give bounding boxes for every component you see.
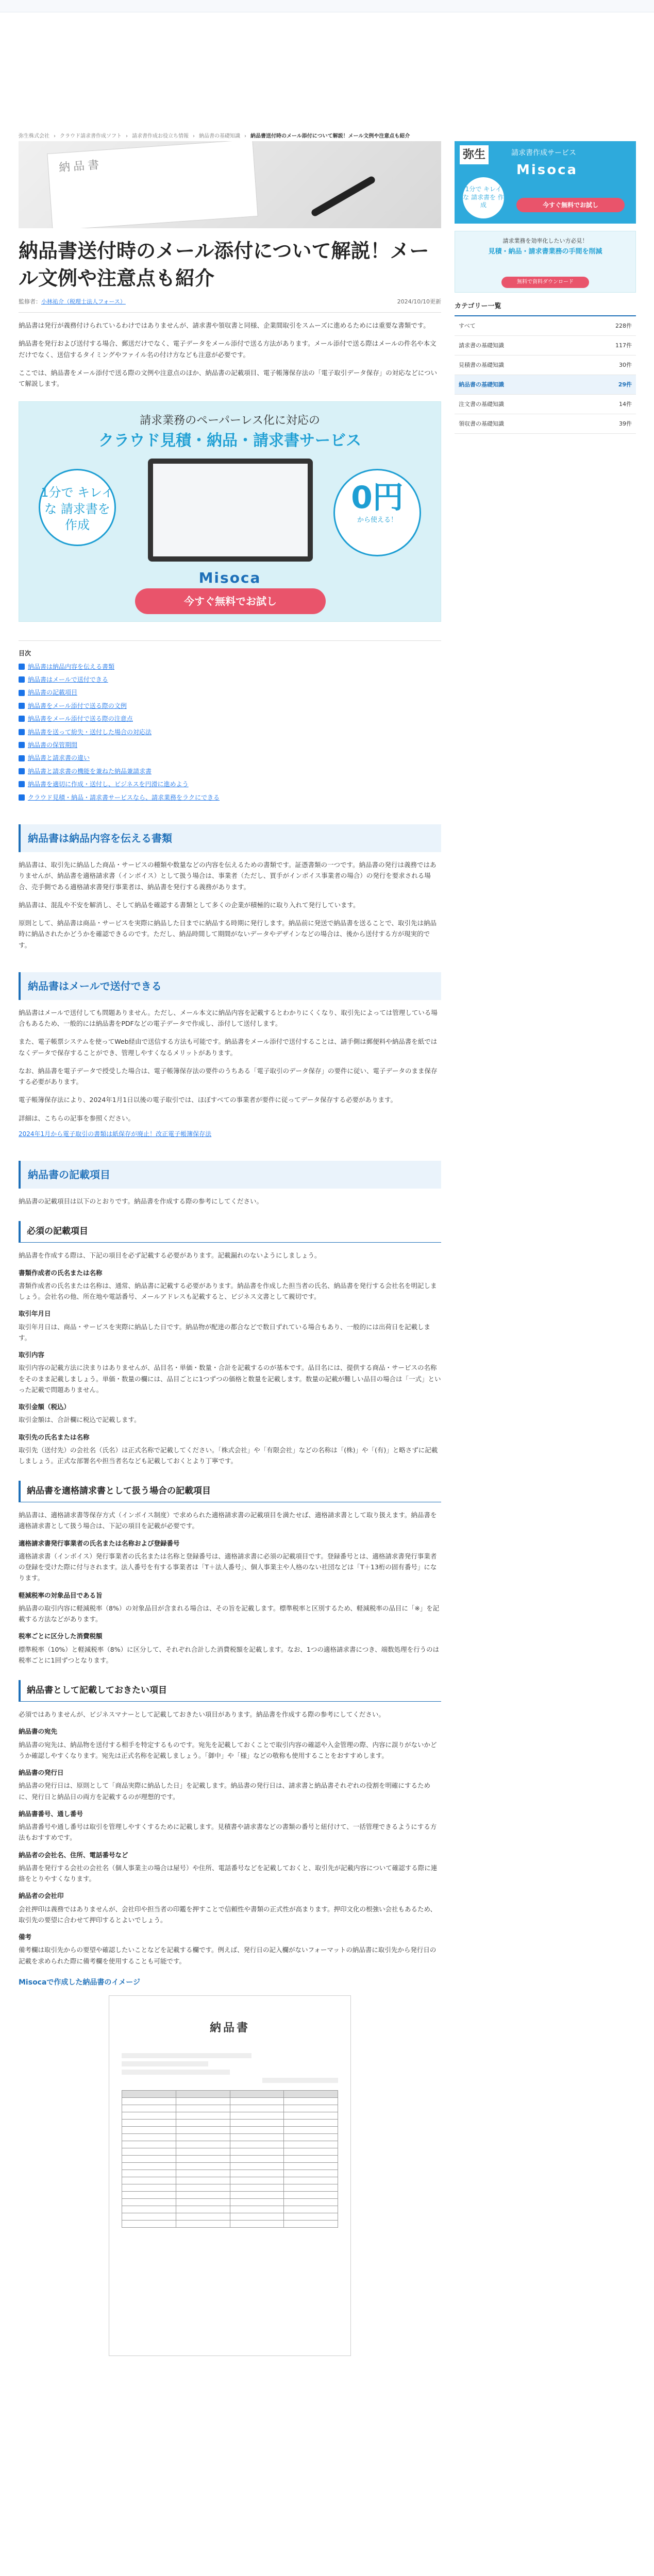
free-trial-button[interactable]: 今すぐ無料でお試し [135, 588, 326, 614]
item-heading: 書類作成者の氏名または名称 [19, 1268, 103, 1277]
sidebar-misoca-ad[interactable] [455, 141, 636, 224]
hero-image [19, 141, 441, 228]
supervisor-link[interactable]: 小林祐介（税理士法人フォース） [41, 298, 126, 306]
item-text: 取引年月日は、商品・サービスを実際に納品した日です。納品物が配達の都合などで数日ずれている場合もあり、一般的には出荷日を記載します。 [19, 1323, 431, 1342]
hero-paper-text: 納品書 [58, 158, 103, 175]
ad-heading: 見積・納品・請求書業務の手間を削減 [488, 247, 602, 256]
breadcrumb-item[interactable]: 弥生株式会社 [19, 133, 49, 139]
yayoi-logo: 弥生 [460, 145, 489, 164]
checkbox-icon [19, 781, 25, 787]
subsection-heading: 必須の記載項目 [19, 1221, 441, 1243]
breadcrumb-sep: › [193, 133, 195, 139]
toc-item[interactable]: 納品書を送って紛失・送付した場合の対応法 [19, 727, 441, 737]
paragraph: 必須ではありませんが、ビジネスマナーとして記載しておきたい項目があります。納品書を作成する際の参考にしてください。 [19, 1710, 385, 1719]
toc-item[interactable]: 納品書をメール添付で送る際の文例 [19, 701, 441, 711]
item-heading: 取引先の氏名または名称 [19, 1433, 90, 1441]
item-text: 備考欄は取引先からの要望や確認したいことなどを記載する欄です。例えば、発行日の記入欄がないフォーマットの納品書に取引先から発行日の記載を求められた際に備考欄を使用することも可能です。 [19, 1946, 437, 1965]
item-heading: 納品書の発行日 [19, 1769, 64, 1777]
download-button[interactable]: 無料で資料ダウンロード [501, 277, 589, 288]
pen-image [310, 175, 376, 217]
invoice-caption: Misocaで作成した納品書のイメージ [19, 1978, 141, 1987]
paragraph: なお、納品書を電子データで授受した場合は、電子帳簿保存法の要件のうちある「電子取引のデータ保存」の要件に従い、電子データのまま保存する必要があります。 [19, 1066, 438, 1086]
breadcrumb-sep: › [126, 133, 128, 139]
misoca-logo: Misoca [198, 569, 261, 587]
ad-circle: 1分で キレイな 請求書を 作成 [463, 177, 504, 218]
subsection-heading: 納品書として記載しておきたい項目 [19, 1680, 441, 1702]
article [19, 141, 441, 2356]
checkbox-icon [19, 742, 25, 748]
section-heading: 納品書はメールで送付できる [19, 972, 441, 1000]
paragraph: 納品書は、取引先に納品した商品・サービスの種類や数量などの内容を伝えるための書類です。証憑書類の一つです。納品書の発行は義務ではありませんが、納品書を適格請求書（インボイス）として扱う場合は、事業者（ただし、買手がインボイス事業者の場合）の発行を要求される場合、売手側である適格請求書発行事業者は、納品書を発行する義務があります。 [19, 861, 437, 891]
misoca-logo: Misoca [516, 162, 578, 178]
invoice-line [122, 2061, 208, 2066]
breadcrumb [19, 132, 637, 141]
sidebar-download-ad[interactable] [455, 231, 636, 293]
paragraph: 納品書は、混乱や不安を解消し、そして納品を確認する書類として多くの企業が積極的に取り入れて発行しています。 [19, 901, 360, 909]
item-heading: 取引金額（税込） [19, 1403, 71, 1411]
checkbox-icon [19, 664, 25, 670]
price-sub: から使える！ [357, 516, 397, 524]
banner-circle: 1分で キレイな 請求書を 作成 [39, 469, 116, 546]
sidebar [455, 141, 636, 434]
checkbox-icon [19, 690, 25, 696]
article-meta [19, 297, 441, 313]
paragraph: 納品書の記載項目は以下のとおりです。納品書を作成する際の参考にしてください。 [19, 1197, 263, 1206]
category-item[interactable]: 注文書の基礎知識 14件 [455, 395, 636, 414]
toc-item[interactable]: 納品書をメール添付で送る際の注意点 [19, 714, 441, 724]
checkbox-icon [19, 716, 25, 722]
paragraph: 電子帳簿保存法により、2024年1月1日以後の電子取引では、ほぼすべての事業者が要件に従ってデータ保存する必要があります。 [19, 1096, 397, 1104]
paragraph: 納品書を作成する際は、下記の項目を必ず記載する必要があります。記載漏れのないようにしましょう。 [19, 1251, 321, 1260]
item-text: 取引金額は、合計欄に税込で記載します。 [19, 1416, 141, 1424]
checkbox-icon [19, 794, 25, 801]
hero-paper [47, 141, 258, 228]
item-text: 取引内容の記載方法に決まりはありませんが、品目名・単価・数量・合計を記載するのが基本です。品目名には、提供する商品・サービスの名称をそのまま記載しましょう。単価・数量の欄には、品目ごとに1つずつの価格と数量を記載します。数量の記載が難しい品目の場合は「一式」といった記載で問題ありません。 [19, 1364, 441, 1394]
toc-item[interactable]: 納品書はメールで送付できる [19, 674, 441, 685]
breadcrumb-current: 納品書送付時のメール添付について解説！メール文例や注意点も紹介 [250, 133, 410, 139]
item-heading: 納品書番号、通し番号 [19, 1809, 83, 1818]
checkbox-icon [19, 755, 25, 761]
breadcrumb-sep: › [244, 133, 246, 139]
top-bar [0, 0, 654, 12]
category-item[interactable]: 請求書の基礎知識 117件 [455, 336, 636, 355]
toc-item[interactable]: クラウド見積・納品・請求書サービスなら、請求業務をラクにできる [19, 792, 441, 803]
item-heading: 納品書の宛先 [19, 1727, 58, 1736]
page-title: 納品書送付時のメール添付について解説！メール文例や注意点も紹介 [19, 240, 429, 290]
breadcrumb-item[interactable]: 請求書作成お役立ち情報 [132, 133, 189, 139]
supervisor-label: 監修者： [19, 298, 41, 306]
intro-paragraph: 納品書を発行および送付する場合、郵送だけでなく、電子データをメール添付で送る方法があります。メール添付で送る際はメールの件名や本文だけでなく、送信するタイミングやファイル名の付け方なども注意が必要です。 [19, 340, 437, 359]
subsection-heading: 納品書を適格請求書として扱う場合の記載項目 [19, 1481, 441, 1502]
price-circle [333, 469, 421, 556]
paragraph: 納品書はメールで送付しても問題ありません。ただし、メール本文に納品内容を記載するとわかりにくくなり、取引先によっては管理している場合もあるため、一般的には納品書をPDFなどの電子データで作成し、添付して送付します。 [19, 1008, 438, 1027]
category-item-active[interactable]: 納品書の基礎知識 29件 [455, 375, 636, 395]
category-item[interactable]: すべて 228件 [455, 316, 636, 336]
invoice-sample-image [109, 1995, 351, 2356]
item-heading: 税率ごとに区分した消費税額 [19, 1632, 103, 1640]
category-title: カテゴリー一覧 [455, 298, 636, 316]
item-heading: 軽減税率の対象品目である旨 [19, 1591, 103, 1599]
ad-subtitle: 請求書作成サービス [511, 149, 576, 157]
update-date: 2024/10/10更新 [397, 298, 441, 306]
item-heading: 納品者の会社印 [19, 1892, 64, 1900]
item-text: 書類作成者の氏名または名称は、通常、納品書に記載する必要があります。納品書を作成した担当者の氏名、納品書を発行する会社名を明記しましょう。会社名の他、所在地や電話番号、メールアドレスも記載すると、ビジネス文書として親切です。 [19, 1281, 437, 1301]
ad-lead: 請求業務を効率化したい方必見！ [502, 238, 588, 244]
invoice-table [122, 2090, 338, 2228]
toc-item[interactable]: 納品書は納品内容を伝える書類 [19, 662, 441, 672]
item-text: 納品書を発行する会社の会社名（個人事業主の場合は屋号）や住所、電話番号などを記載しておくと、取引先が記載内容について確認する際に連絡をとりやすくなります。 [19, 1863, 438, 1883]
checkbox-icon [19, 676, 25, 683]
checkbox-icon [19, 703, 25, 709]
paragraph: 原則として、納品書は商品・サービスを実際に納品した日までに納品する時期に発行します。納品前に発送で納品書を送ることで、取引先は納品時に納品されたかどうかを確認できるのです。ただし、納品時間して期間がないデータやデザインなどの場合は、後から送付する方が現実的です。 [19, 919, 437, 949]
item-heading: 取引内容 [19, 1351, 45, 1359]
table-of-contents [19, 640, 441, 803]
toc-item[interactable]: 納品書の保管期間 [19, 740, 441, 750]
item-text: 納品書の宛先は、納品物を送付する相手を特定するものです。宛先を記載しておくことで取引内容の確認や入金管理の際、内容に誤りがないかどうか確認しやすくなります。宛先は正式名称を記載しましょう。「御中」や「様」などの敬称も使用することをおすすめします。 [19, 1740, 437, 1759]
breadcrumb-sep: › [54, 133, 56, 139]
item-heading: 納品者の会社名、住所、電話番号など [19, 1851, 128, 1859]
category-item[interactable]: 領収書の基礎知識 39件 [455, 414, 636, 434]
item-heading: 適格請求書発行事業者の氏名または名称および登録番号 [19, 1539, 180, 1547]
item-heading: 取引年月日 [19, 1310, 51, 1318]
section-heading: 納品書の記載項目 [19, 1161, 441, 1189]
item-text: 適格請求書（インボイス）発行事業者の氏名または名称と登録番号は、適格請求書に必須の記載項目です。登録番号とは、適格請求書発行事業者の登録を受けた際に付与されます。法人番号を有する事業者は「T＋法人番号」、個人事業主や人格のない社団などは「T＋13桁の固有番号」になります。 [19, 1552, 437, 1582]
item-text: 取引先（送付先）の会社名（氏名）は正式名称で記載してください。「株式会社」や「有限会社」などの名称は「(株)」や「(有)」と略さずに記載しましょう。正式な部署名や担当者名なども記載しておくとより丁寧です。 [19, 1446, 438, 1465]
intro-paragraph: ここでは、納品書をメール添付で送る際の文例や注意点のほか、納品書の記載項目、電子帳簿保存法の「電子取引データ保存」の対応などについて解説します。 [19, 368, 438, 388]
toc-item[interactable]: 納品書と請求書の機能を兼ねた納品兼請求書 [19, 766, 441, 776]
item-text: 納品書番号や通し番号は取引を管理しやすくするために記載します。見積書や請求書などの書類の番号と紐付けて、一括管理できるようにする方法もおすすめです。 [19, 1823, 437, 1842]
sidebar-trial-button[interactable]: 今すぐ無料でお試し [516, 198, 625, 212]
banner-heading: クラウド見積・納品・請求書サービス [98, 432, 361, 450]
breadcrumb-item[interactable]: クラウド請求書作成ソフト [60, 133, 122, 139]
item-text: 納品書の発行日は、原則として「商品実際に納品した日」を記載します。納品書の発行日は、請求書と納品書それぞれの役割を明確にするために、発行日と納品日の両方を記載するのが理想的です。 [19, 1782, 431, 1801]
toc-item[interactable]: 納品書と請求書の違い [19, 753, 441, 763]
invoice-line [122, 2070, 230, 2075]
item-text: 標準税率（10%）と軽減税率（8%）に区分して、それぞれ合計した消費税額を記載します。なお、1つの適格請求書につき、端数処理を行うのは税率ごとに1回ずつとなります。 [19, 1645, 440, 1664]
paragraph: 納品書は、適格請求書等保存方式（インボイス制度）で求められた適格請求書の記載項目を満たせば、適格請求書として取り扱えます。納品書を適格請求書として扱う場合は、下記の項目を記載が必要です。 [19, 1511, 437, 1530]
checkbox-icon [19, 768, 25, 774]
category-list [455, 298, 636, 434]
invoice-title: 納品書 [209, 2021, 250, 2035]
checkbox-icon [19, 729, 25, 735]
intro-paragraph: 納品書は発行が義務付けられているわけではありませんが、請求書や領収書と同様、企業間取引をスムーズに進めるためには重要な書類です。 [19, 321, 430, 330]
invoice-line [122, 2053, 251, 2058]
item-text: 納品書の取引内容に軽減税率（8%）の対象品目が含まれる場合は、その旨を記載します。標準税率と区別するため、軽減税率の品目に「※」を記載する方法などがあります。 [19, 1604, 440, 1623]
price-value: 0円 [351, 480, 404, 516]
section-heading: 納品書は納品内容を伝える書類 [19, 824, 441, 852]
related-article-link[interactable]: 2024年1月から電子取引の書類は紙保存が廃止！改正電子帳簿保存法 [19, 1130, 212, 1138]
banner-lead: 請求業務のペーパーレス化に対応の [140, 414, 320, 428]
item-heading: 備考 [19, 1933, 32, 1941]
toc-item[interactable]: 納品書を適切に作成・送付し、ビジネスを円滑に進めよう [19, 779, 441, 789]
toc-item[interactable]: 納品書の記載項目 [19, 687, 441, 698]
paragraph: 詳細は、こちらの記事を参照ください。 [19, 1114, 135, 1122]
paragraph: また、電子帳票システムを使ってWeb経由で送信する方法も可能です。納品書をメール添付で送付することは、請手側は郵便料や納品書を紙ではなくデータで保存することができ、管理しやすくなるメリットがあります。 [19, 1038, 438, 1057]
laptop-image [148, 459, 313, 562]
category-item[interactable]: 見積書の基礎知識 30件 [455, 355, 636, 375]
breadcrumb-item[interactable]: 納品書の基礎知識 [199, 133, 240, 139]
toc-title: 目次 [19, 650, 31, 657]
misoca-banner[interactable] [19, 401, 441, 622]
item-text: 会社押印は義務ではありませんが、会社印や担当者の印鑑を押すことで信頼性や書類の正式性が高まります。押印文化の根強い会社もあるため、取引先の要望に合わせて押印するとよいでしょう。 [19, 1905, 437, 1924]
invoice-line [262, 2078, 338, 2083]
